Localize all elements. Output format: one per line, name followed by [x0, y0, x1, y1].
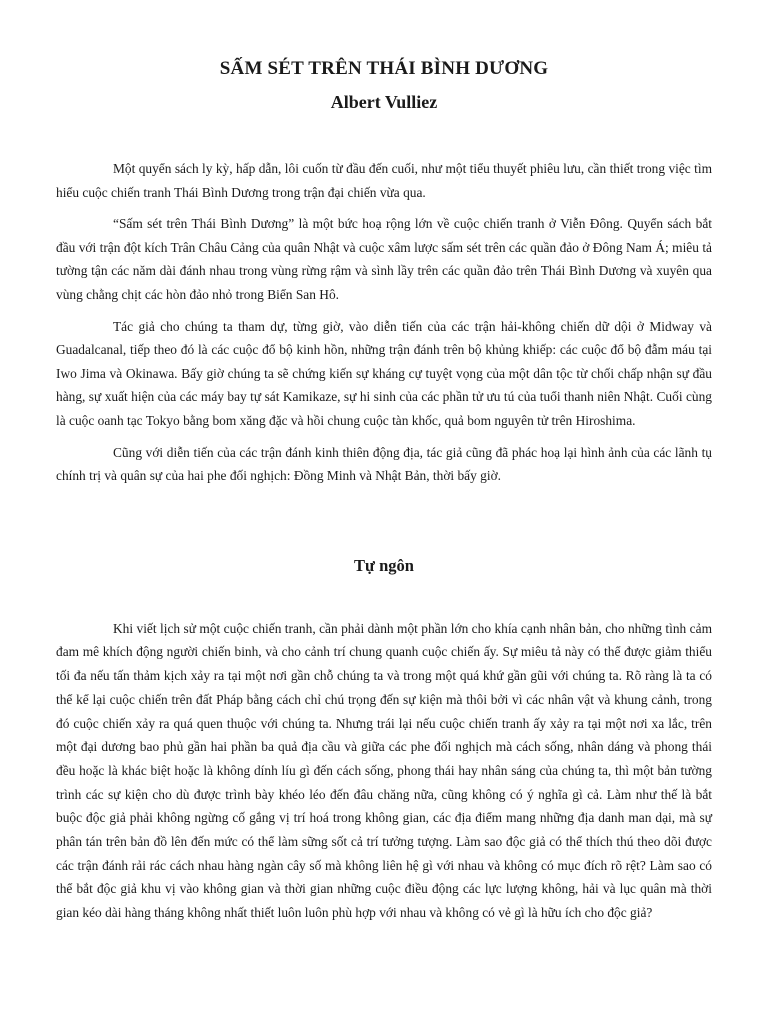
intro-paragraph: Tác giả cho chúng ta tham dự, từng giờ, vào diễn tiến của các trận hải-không chiến dữ dội ở Midway và Guadalcanal, tiếp theo đó là các cuộc đổ bộ kinh hồn, những trận đánh trên bộ khủng khiếp: các cuộc đổ bộ đẫm máu tại Iwo Jima và Okinawa. Bấy giờ chúng ta sẽ chứng kiến sự kháng cự tuyệt vọng của một dân tộc từ chối chấp nhận sự đầu hàng, sự xuất hiện của các máy bay tự sát Kamikaze, sự hi sinh của các phần tử ưu tú của tuổi thanh niên Nhật. Cuối cùng là cuộc oanh tạc Tokyo bằng bom xăng đặc và hồi chung cuộc tàn khốc, quả bom nguyên tử trên Hiroshima. [56, 318, 712, 428]
book-author: Albert Vulliez [330, 92, 438, 112]
section-heading: Tự ngôn [354, 555, 414, 575]
intro-section [56, 157, 712, 488]
preface-section [56, 617, 712, 925]
book-title: SẤM SÉT TRÊN THÁI BÌNH DƯƠNG [219, 58, 549, 79]
intro-paragraph: “Sấm sét trên Thái Bình Dương” là một bức hoạ rộng lớn về cuộc chiến tranh ở Viễn Đông. Quyển sách bắt đầu với trận đột kích Trân Châu Cảng của quân Nhật và cuộc xâm lược sấm sét trên các quần đảo ở Đông Nam Á; miêu tả tường tận các năm dài đánh nhau trong vùng rừng rậm và sình lầy trên các quần đảo trên Thái Bình Dương và xuyên qua vùng chằng chịt các hòn đảo nhỏ trong Biển San Hô. [56, 216, 712, 302]
intro-paragraph: Cũng với diễn tiến của các trận đánh kinh thiên động địa, tác giả cũng đã phác hoạ lại hình ảnh của các lãnh tụ chính trị và quân sự của hai phe đối nghịch: Đồng Minh và Nhật Bản, thời bấy giờ. [56, 444, 712, 484]
preface-paragraph: Khi viết lịch sử một cuộc chiến tranh, cần phải dành một phần lớn cho khía cạnh nhân bản, cho những tình cảm đam mê khích động người chiến binh, và cho cảnh trí chung quanh cuộc chiến ấy. Sự miêu tả này có thể được giảm thiểu tối đa nếu tấn thảm kịch xảy ra tại một nơi gần chỗ chúng ta và trong một quá khứ gần gũi với chúng ta. Rõ ràng là ta có thể kể lại cuộc chiến trên đất Pháp bằng cách chỉ chú trọng đến sự kiện mà thôi bởi vì các nhân vật và khung cảnh, trong đó cuộc chiến xảy ra quá quen thuộc với chúng ta. Nhưng trái lại nếu cuộc chiến tranh ấy xảy ra tại một nơi xa lắc, trên một đại dương bao phủ gần hai phần ba quả địa cầu và giữa các phe đối nghịch mà cách sống, nhân dáng và phong thái đều hoặc là khác biệt hoặc là không dính líu gì đến cách sống, phong thái hay nhân sáng của chúng ta, thì một bản tường trình các sự kiện cho dù được trình bày khéo léo đến đâu chăng nữa, cũng không có ý nghĩa gì cả. Làm như thế là bắt buộc độc giả phải không ngừng cố gắng vị trí hoá trong không gian, các địa điểm mang những địa danh man dại, mà sự phân tán trên bản đồ lên đến mức có thể làm sững sốt cả trí tưởng tượng. Làm sao độc giả có thể thích thú theo dõi được các trận đánh rải rác cách nhau hàng ngàn cây số mà không liên hệ gì với nhau và không có mục đích rõ rệt? Làm sao có thể bắt độc giả khu vị vào không gian và thời gian những cuộc điều động các lực lượng không, hải và lục quân mà thời gian kéo dài hàng tháng không nhất thiết luôn luôn phù hợp với nhau và không có vẻ gì là hữu ích cho độc giả? [56, 620, 712, 921]
intro-paragraph: Một quyển sách ly kỳ, hấp dẫn, lôi cuốn từ đầu đến cuối, như một tiểu thuyết phiêu lưu, cần thiết trong việc tìm hiểu cuộc chiến tranh Thái Bình Dương trong trận đại chiến vừa qua. [56, 161, 712, 200]
